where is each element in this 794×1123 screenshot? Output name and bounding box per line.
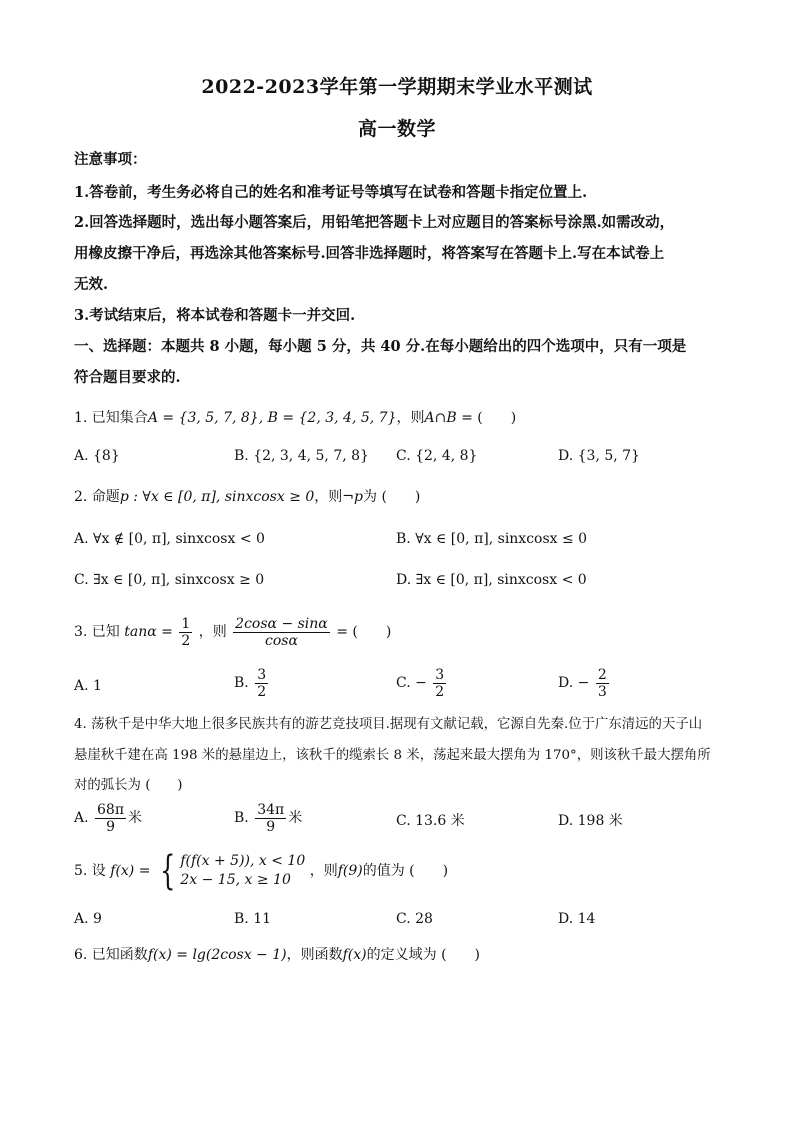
notes-item-2-line-3: 无效. [74, 276, 109, 293]
question-5-f9: f(9) [337, 863, 363, 879]
question-4-option-b [234, 801, 302, 835]
question-6-function: f(x) = lg(2cosx − 1) [147, 947, 287, 963]
question-2-option-a: A. ∀x ∉ [0, π], sinxcosx < 0 [74, 531, 265, 547]
notes-item-3: 3.考试结束后，将本试卷和答题卡一并交回. [74, 307, 356, 324]
fraction-numerator: 68π [97, 801, 125, 818]
section-1-instructions-line-2: 符合题目要求的. [74, 369, 181, 386]
left-brace-icon: { [159, 848, 176, 894]
section-1-instructions-line-1: 一、选择题：本题共 8 小题，每小题 5 分，共 40 分.在每小题给出的四个选项中，只有一项是 [74, 338, 687, 355]
question-1-set-a: A = {3, 5, 7, 8} [147, 410, 259, 426]
question-1-option-a: A. {8} [74, 448, 120, 464]
question-3-option-d [558, 666, 611, 700]
option-unit: 米 [288, 810, 303, 826]
question-2-proposition: p : ∀x ∈ [0, π], sinxcosx ≥ 0 [119, 489, 315, 505]
question-2-text: 2. 命题 [74, 489, 120, 505]
question-6-fx: f(x) [342, 947, 367, 963]
question-5-option-a: A. 9 [74, 911, 102, 927]
fraction-denominator: 2 [257, 683, 267, 700]
question-2-stem [74, 487, 420, 507]
fraction-numerator: 2 [597, 666, 607, 683]
option-fraction [596, 667, 609, 700]
fraction-denominator: 9 [266, 818, 276, 835]
fraction-numerator: 2cosα − sinα [235, 615, 328, 632]
exam-title: 2022-2023学年第一学期期末学业水平测试 [201, 76, 593, 98]
piecewise-case-2: 2x − 15, x ≥ 10 [180, 872, 291, 888]
notes-item-2-line-2: 用橡皮擦干净后，再选涂其他答案标号.回答非选择题时，将答案写在答题卡上.写在本试卷上 [74, 245, 665, 262]
option-fraction [255, 802, 286, 835]
question-3-text-3: = ( ) [336, 624, 392, 640]
notes-heading: 注意事项： [74, 151, 147, 168]
question-1-expression: A∩B [424, 410, 457, 426]
question-5-text-2: ，则 [309, 863, 338, 879]
question-2-negation: ¬p [342, 489, 363, 505]
question-3-option-b [234, 666, 270, 700]
question-2-option-c: C. ∃x ∈ [0, π], sinxcosx ≥ 0 [74, 572, 265, 588]
question-4-option-c: C. 13.6 米 [396, 813, 465, 829]
question-2-option-d: D. ∃x ∈ [0, π], sinxcosx < 0 [396, 572, 587, 588]
question-4-line-1: 4. 荡秋千是中华大地上很多民族共有的游艺竞技项目.据现有文献记载，它源自先秦.位于广东清远的天子山 [74, 717, 703, 732]
question-2-text-3: 为 ( ) [363, 489, 421, 505]
option-label: A. [74, 810, 89, 826]
fraction-numerator: 34π [257, 801, 285, 818]
notes-item-2-line-1: 2.回答选择题时，选出每小题答案后，用铅笔把答题卡上对应题目的答案标号涂黑.如需改动， [74, 214, 675, 231]
option-label: B. [234, 810, 249, 826]
option-label: B. [234, 675, 249, 691]
question-5-function: f(x) = [110, 863, 151, 879]
question-1-text: 1. 已知集合 [74, 410, 148, 426]
question-3-option-a: A. 1 [74, 678, 102, 694]
question-1-stem [74, 408, 516, 428]
question-3-given-fraction [179, 616, 192, 649]
question-1-set-b: , B = {2, 3, 4, 5, 7} [258, 410, 397, 426]
question-6-text-3: 的定义域为 ( ) [366, 947, 480, 963]
question-3-text-2: ，则 [198, 624, 227, 640]
question-3-option-c [396, 666, 448, 700]
option-fraction [433, 667, 446, 700]
question-5-text-3: 的值为 ( ) [362, 863, 449, 879]
option-label: D. − [558, 675, 590, 691]
fraction-denominator: cosα [265, 632, 298, 649]
exam-subtitle: 高一数学 [357, 118, 436, 140]
fraction-denominator: 2 [435, 683, 445, 700]
question-5-piecewise-cases [180, 852, 305, 890]
question-1-option-b: B. {2, 3, 4, 5, 7, 8} [234, 448, 369, 464]
option-fraction [95, 802, 126, 835]
question-6-text: 6. 已知函数 [74, 947, 148, 963]
question-1-text-3: = ( ) [456, 410, 517, 426]
question-3-stem [74, 614, 391, 650]
fraction-denominator: 3 [597, 683, 607, 700]
question-4-line-2: 悬崖秋千建在高 198 米的悬崖边上，该秋千的缆索长 8 米，荡起来最大摆角为 170°，则该秋千最大摆角所 [74, 748, 711, 763]
fraction-denominator: 9 [106, 818, 115, 835]
question-5-option-d: D. 14 [558, 911, 596, 927]
question-5-stem [74, 849, 448, 893]
fraction-numerator: 1 [181, 615, 191, 632]
question-2-option-b: B. ∀x ∈ [0, π], sinxcosx ≤ 0 [396, 531, 588, 547]
question-4-option-d: D. 198 米 [558, 813, 623, 829]
question-3-text: 3. 已知 [74, 624, 120, 640]
question-6-text-2: ，则函数 [286, 947, 343, 963]
question-3-expression-fraction [233, 616, 330, 649]
fraction-numerator: 3 [257, 666, 267, 683]
question-2-text-2: ，则 [314, 489, 343, 505]
option-label: C. − [396, 675, 427, 691]
question-5-text: 5. 设 [74, 863, 106, 879]
option-unit: 米 [128, 810, 143, 826]
question-1-text-2: ，则 [396, 410, 425, 426]
piecewise-case-1: f(f(x + 5)), x < 10 [180, 853, 306, 869]
fraction-numerator: 3 [435, 666, 445, 683]
question-4-option-a [74, 801, 142, 835]
notes-item-1: 1.答卷前，考生务必将自己的姓名和准考证号等填写在试卷和答题卡指定位置上. [74, 184, 588, 201]
question-6-stem [74, 945, 480, 965]
question-3-tan: tanα = [124, 624, 173, 640]
question-5-option-c: C. 28 [396, 911, 433, 927]
fraction-denominator: 2 [181, 632, 191, 649]
question-1-option-d: D. {3, 5, 7} [558, 448, 640, 464]
question-1-option-c: C. {2, 4, 8} [396, 448, 478, 464]
question-4-line-3: 对的弧长为 ( ) [74, 778, 183, 793]
question-5-option-b: B. 11 [234, 911, 272, 927]
option-fraction [255, 667, 268, 700]
